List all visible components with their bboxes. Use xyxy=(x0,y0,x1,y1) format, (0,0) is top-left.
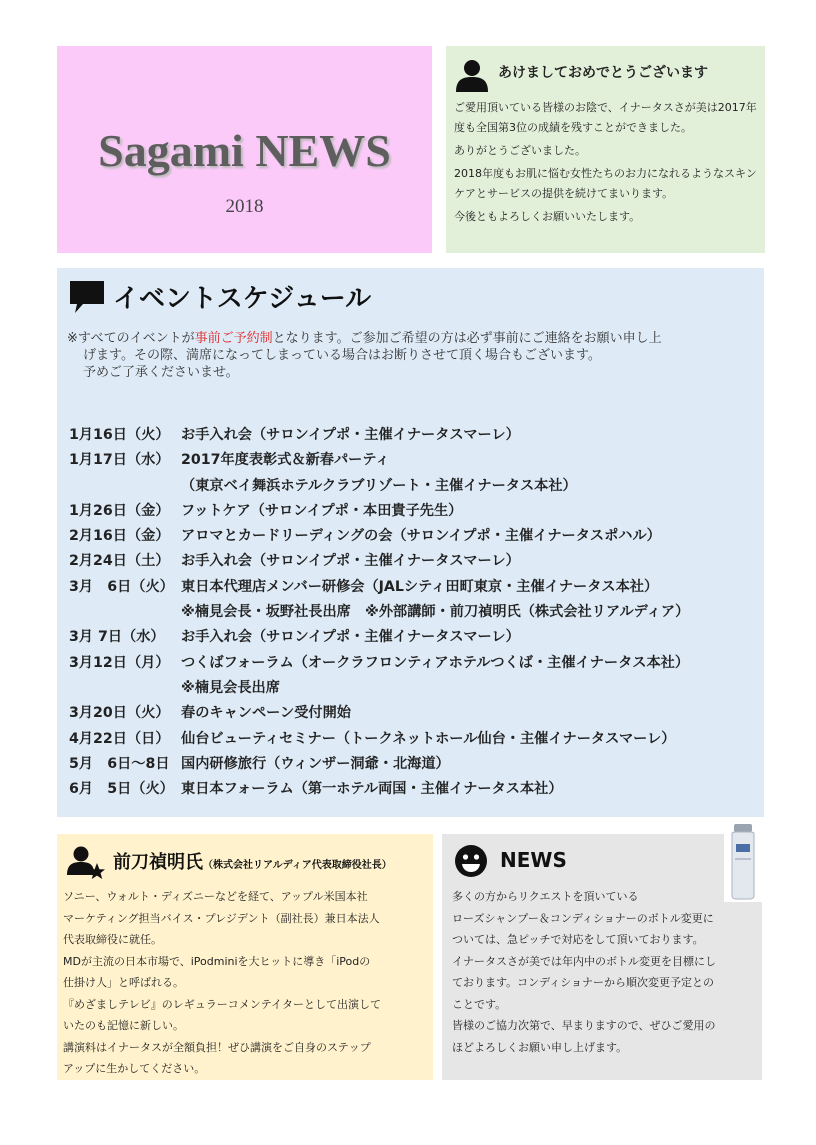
event-text: 2017年度表彰式＆新春パーティ xyxy=(181,452,390,469)
news-panel xyxy=(442,834,762,1080)
event-date: 2月24日（土） xyxy=(69,553,170,570)
event-text: 国内研修旅行（ウィンザー洞爺・北海道） xyxy=(181,755,450,772)
event-date: 6月 5日（火） xyxy=(69,781,174,798)
event-date: 3月12日（月） xyxy=(69,654,170,671)
event-text: つくばフォーラム（オークラフロンティアホテルつくば・主催イナータス本社） xyxy=(181,654,690,671)
event-date: 1月16日（火） xyxy=(69,427,170,443)
news-body xyxy=(452,886,758,1058)
speaker-line: 『めざましテレビ』のレギュラーコメンテイターとして出演して xyxy=(63,997,382,1011)
event-text: 春のキャンペーン受付開始 xyxy=(181,705,351,722)
event-text: ※楠見会長・坂野社長出席 ※外部講師・前刀禎明氏（株式会社リアルディア） xyxy=(181,604,690,621)
speaker-line: ソニー、ウォルト・ディズニーなどを経て、アップル米国本社 xyxy=(63,890,368,903)
speaker-name: 前刀禎明氏 xyxy=(113,852,203,873)
event-text: お手入れ会（サロンイプポ・主催イナータスマーレ） xyxy=(181,427,520,443)
event-schedule-panel xyxy=(57,268,764,817)
event-row xyxy=(69,752,759,777)
event-note-highlight: 事前ご予約制 xyxy=(194,331,273,346)
greeting-paragraph: 2018年度もお肌に悩む女性たちのお力になれるようなスキンケアとサービスの提供を続けてまいります。 xyxy=(454,167,757,200)
speaker-line: いたのも記憶に新しい。 xyxy=(63,1019,184,1032)
news-line: ついては、急ピッチで対応をして頂いております。 xyxy=(452,933,704,946)
event-schedule-title: イベントスケジュール xyxy=(113,284,372,314)
speaker-line: 代表取締役に就任。 xyxy=(63,933,162,946)
speaker-line: マーケティング担当バイス・プレジデント（副社長）兼日本法人 xyxy=(63,911,380,925)
event-list xyxy=(69,423,759,802)
event-date: 4月22日（日） xyxy=(69,730,170,747)
speaker-affiliation: （株式会社リアルディア代表取締役社長） xyxy=(203,860,392,871)
event-row xyxy=(69,499,759,524)
event-row xyxy=(69,575,759,600)
news-line: ほどよろしくお願い申し上げます。 xyxy=(452,1040,628,1054)
event-note-line: げます。その際、満席になってしまっている場合はお断りさせて頂く場合もございます。 xyxy=(83,348,601,363)
greeting-paragraph: 今後ともよろしくお願いいたします。 xyxy=(454,210,641,223)
event-text: お手入れ会（サロンイプポ・主催イナータスマーレ） xyxy=(181,629,520,646)
event-date: 1月26日（金） xyxy=(69,502,170,519)
speaker-line: 仕掛け人」と呼ばれる。 xyxy=(63,976,184,989)
event-text: 東日本フォーラム（第一ホテル両国・主催イナータス本社） xyxy=(181,781,563,798)
masthead-year: 2018 xyxy=(225,196,264,217)
speaker-line: MDが主流の日本市場で、iPodminiを大ヒットに導き「iPodの xyxy=(63,954,371,968)
event-date: 3月 7日（水） xyxy=(69,629,165,646)
event-row xyxy=(69,777,759,802)
event-row xyxy=(69,474,759,499)
news-line: 多くの方からリクエストを頂いている xyxy=(452,890,639,903)
person-star-icon xyxy=(67,844,105,880)
news-line: イナータスさが美では年内中のボトル変更を目標にし xyxy=(452,954,716,968)
event-date: 5月 6日〜8日 xyxy=(69,755,170,772)
event-row xyxy=(69,701,759,726)
event-note-line: 予めご了承くださいませ。 xyxy=(83,365,239,380)
event-note-text: となります。ご参加ご希望の方は必ず事前にご連絡をお願い申し上 xyxy=(272,331,662,346)
speaker-line: アップに生かしてください。 xyxy=(63,1062,206,1075)
greeting-body xyxy=(454,98,760,230)
event-date: 2月16日（金） xyxy=(69,528,170,545)
event-text: アロマとカードリーディングの会（サロンイプポ・主催イナータスポハル） xyxy=(181,528,661,545)
news-title: NEWS xyxy=(500,848,567,872)
event-text: 仙台ビューティセミナー（トークネットホール仙台・主催イナータスマーレ） xyxy=(181,730,676,747)
person-icon xyxy=(454,58,490,92)
event-row xyxy=(69,727,759,752)
news-line: 皆様のご協力次第で、早まりますので、ぜひご愛用の xyxy=(452,1019,716,1032)
event-date: 1月17日（水） xyxy=(69,452,170,469)
masthead-title: Sagami NEWS xyxy=(98,125,391,176)
smiley-icon xyxy=(454,844,488,878)
event-text: ※楠見会長出席 xyxy=(181,679,280,696)
news-line: ことです。 xyxy=(452,997,507,1011)
masthead xyxy=(57,46,432,253)
event-note-text: ※すべてのイベントが xyxy=(67,331,195,346)
speaker-title xyxy=(113,848,392,874)
speech-bubble-icon xyxy=(69,280,105,314)
speaker-body xyxy=(63,886,429,1080)
event-text: 東日本代理店メンバー研修会（JALシティ田町東京・主催イナータス本社） xyxy=(181,578,659,595)
speaker-panel xyxy=(57,834,433,1080)
event-row xyxy=(69,651,759,676)
news-line: ローズシャンプー＆コンディショナーのボトル変更に xyxy=(452,911,714,925)
greeting-paragraph: ありがとうございました。 xyxy=(454,144,586,157)
greeting-paragraph: ご愛用頂いている皆様のお陰で、イナータスさが美は2017年度も全国第3位の成績を残すことができました。 xyxy=(454,101,757,134)
event-row xyxy=(69,625,759,650)
news-line: ております。コンディショナーから順次変更予定との xyxy=(452,976,715,989)
event-text: フットケア（サロンイプポ・本田貴子先生） xyxy=(181,502,463,519)
event-date: 3月20日（火） xyxy=(69,705,170,722)
speaker-line: 講演料はイナータスが全額負担！ぜひ講演をご自身のステップ xyxy=(63,1040,371,1054)
event-text: （東京ベイ舞浜ホテルクラブリゾート・主催イナータス本社） xyxy=(181,477,577,494)
event-row xyxy=(69,423,759,448)
event-text: お手入れ会（サロンイプポ・主催イナータスマーレ） xyxy=(181,553,520,570)
event-row xyxy=(69,676,759,701)
event-row xyxy=(69,448,759,473)
greeting-panel xyxy=(446,46,765,253)
event-row xyxy=(69,600,759,625)
event-date: 3月 6日（火） xyxy=(69,578,174,595)
event-note xyxy=(67,330,757,381)
event-row xyxy=(69,524,759,549)
greeting-title: あけましておめでとうございます xyxy=(498,65,708,81)
event-row xyxy=(69,549,759,574)
